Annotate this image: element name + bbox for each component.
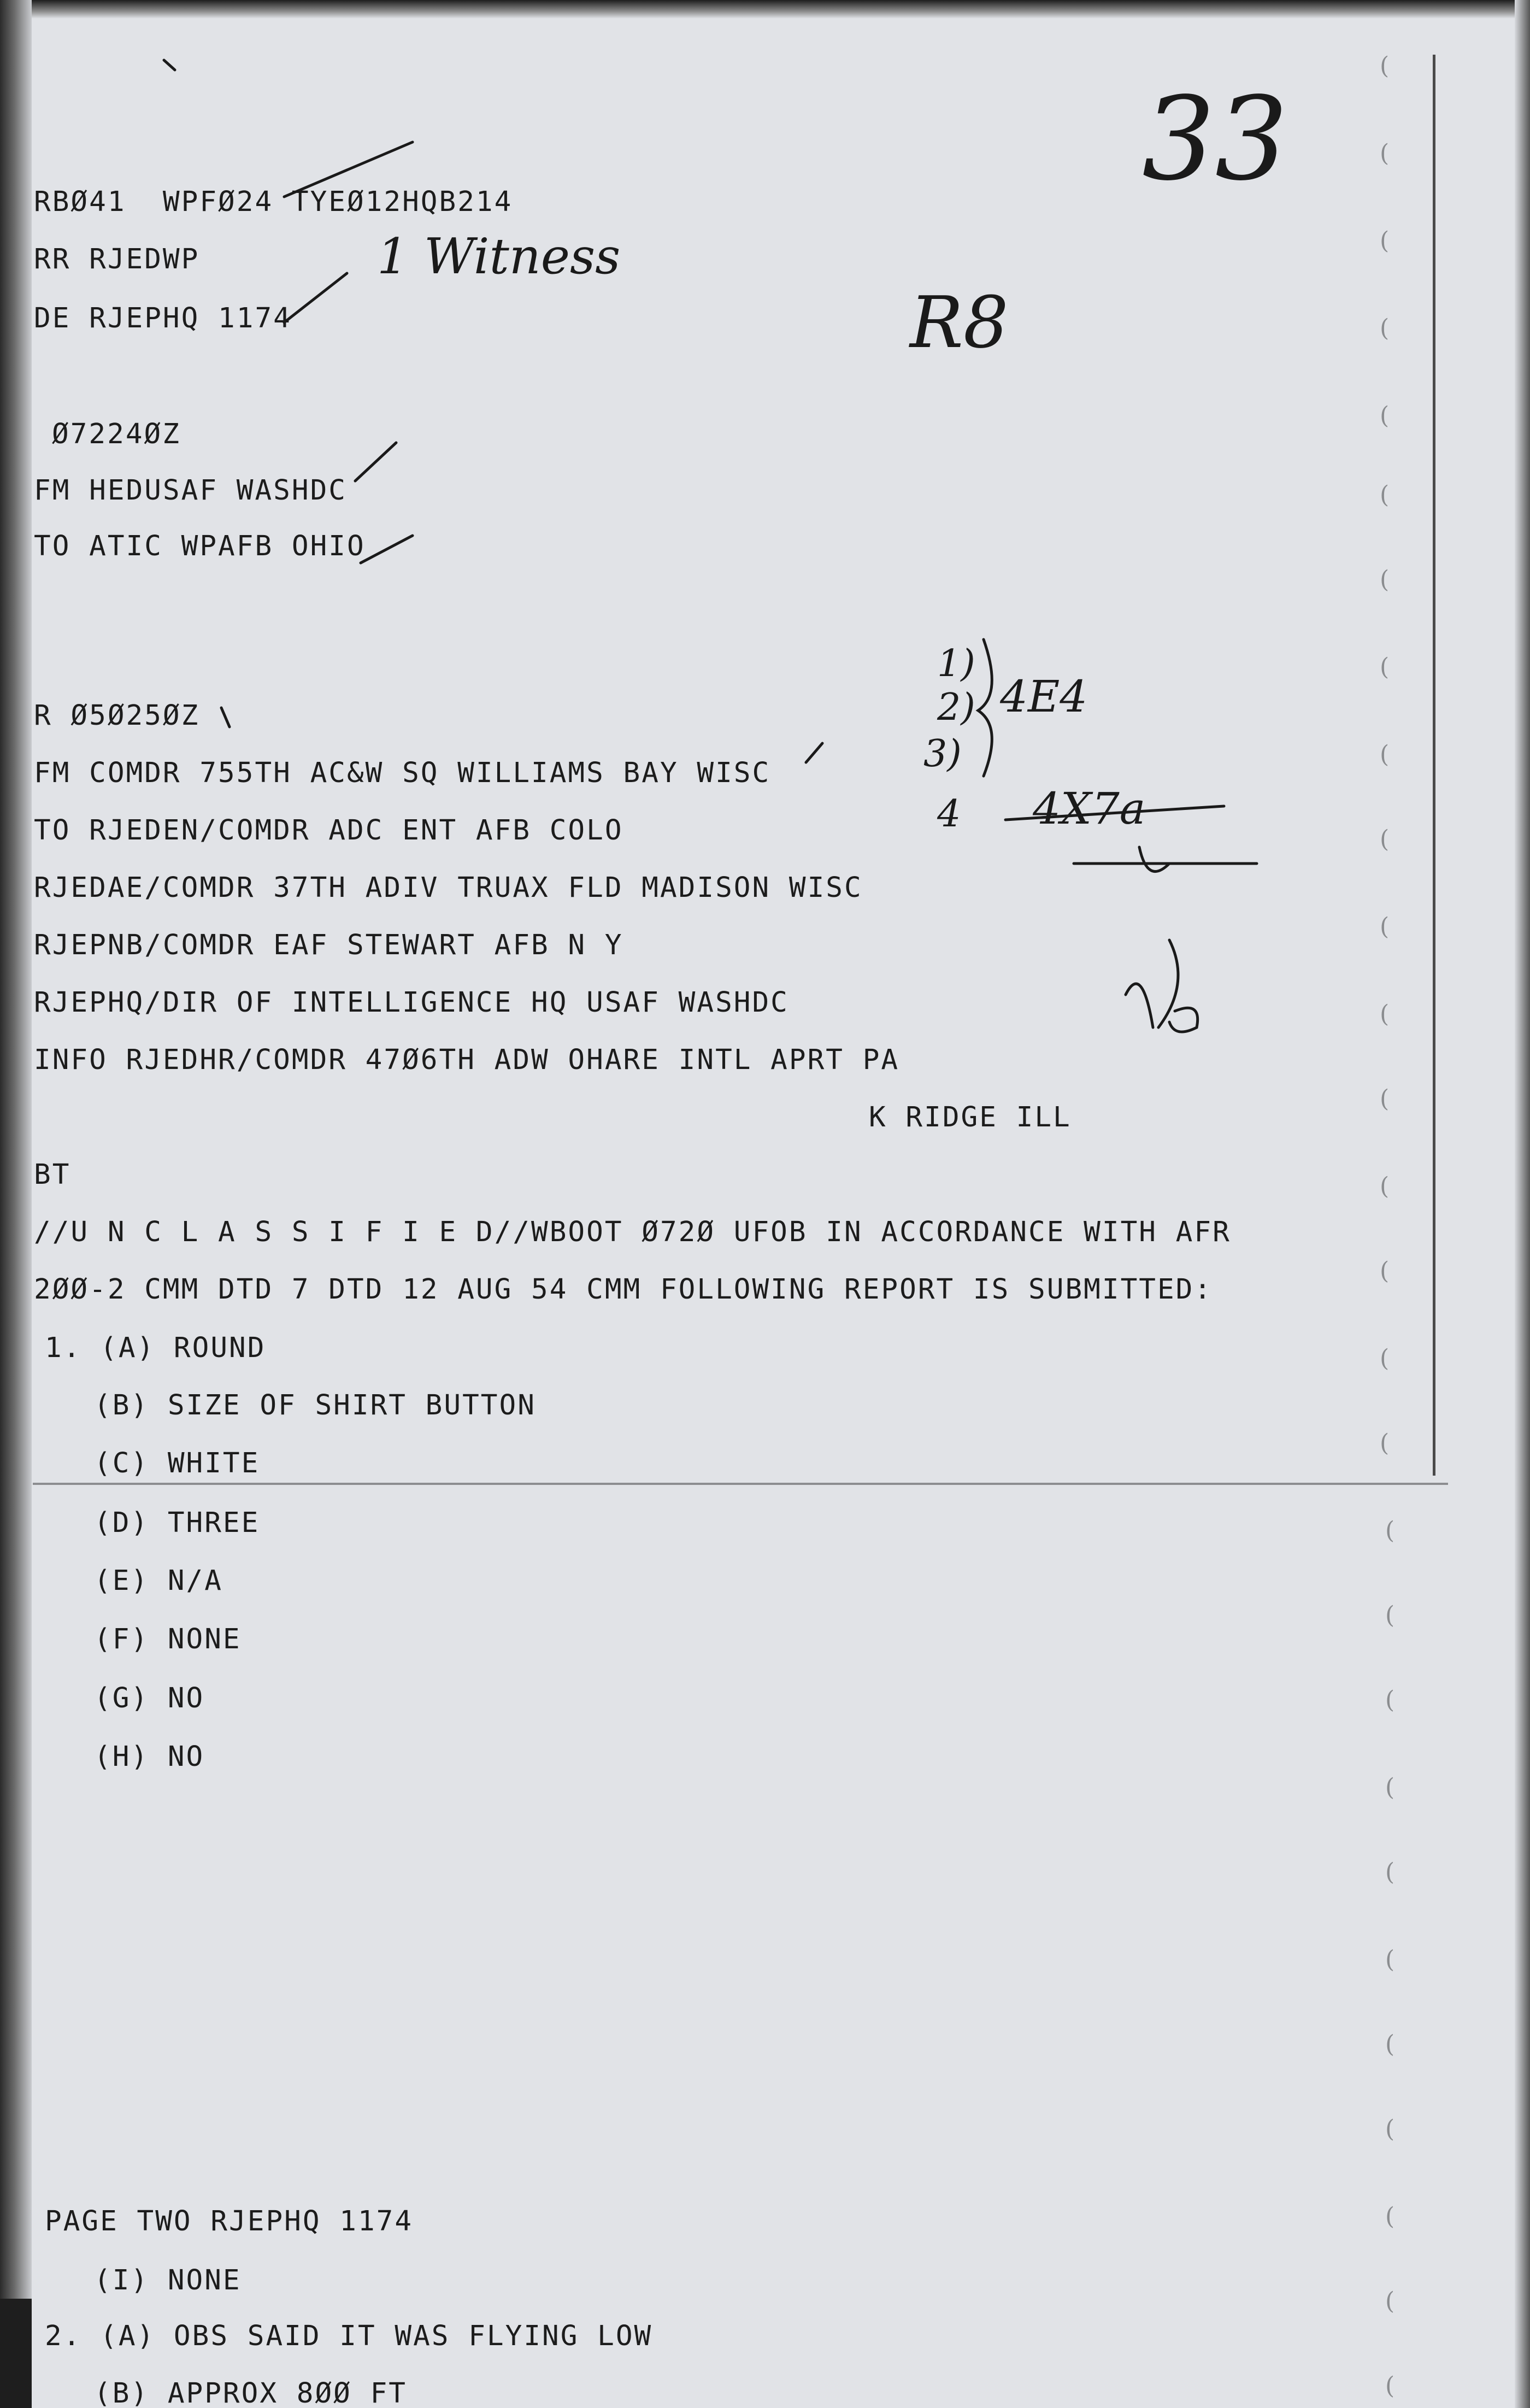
scribble-stroke [1139,847,1169,872]
report-item: (C) WHITE [94,1447,260,1479]
feed-hole-mark: ( [1380,402,1390,430]
checkmark-stroke [221,708,229,727]
checkmark-stroke [361,536,413,563]
feed-hole-mark: ( [1380,825,1390,853]
message-line: RJEPHQ/DIR OF INTELLIGENCE HQ USAF WASHDC [34,986,789,1019]
page-two-line: (B) APPROX 8ØØ FT [94,2377,407,2408]
checkmark-stroke [284,142,413,197]
feed-hole-mark: ( [1385,1858,1395,1886]
message-line: FM COMDR 755TH AC&W SQ WILLIAMS BAY WISC [34,757,771,789]
feed-hole-mark: ( [1385,1686,1395,1714]
routing-to: TO ATIC WPAFB OHIO [34,530,366,562]
handwritten-margin-item: 1) [937,642,975,685]
message-line: RJEPNB/COMDR EAF STEWART AFB N Y [34,929,623,961]
message-line: INFO RJEDHR/COMDR 47Ø6TH ADW OHARE INTL APRT PA [34,1044,900,1076]
date-time-group: Ø7224ØZ [52,418,181,450]
report-item: (D) THREE [94,1507,260,1539]
stray-mark [164,60,175,70]
handwritten-margin-item: 4 [937,792,961,836]
feed-hole-mark: ( [1380,139,1390,167]
report-item: 1. (A) ROUND [45,1332,266,1364]
routing-from: FM HEDUSAF WASHDC [34,474,347,507]
handwritten-code: 4X7a [1033,783,1146,834]
feed-hole-mark: ( [1385,2203,1395,2230]
feed-hole-mark: ( [1385,2372,1395,2400]
header-line: RBØ41 WPFØ24 TYEØ12HQB214 [34,186,513,218]
feed-hole-mark: ( [1385,2287,1395,2315]
message-line: TO RJEDEN/COMDR ADC ENT AFB COLO [34,814,623,847]
feed-hole-mark: ( [1380,481,1390,509]
handwritten-initials: R8 [910,281,1009,364]
page-two-line: 2. (A) OBS SAID IT WAS FLYING LOW [45,2320,653,2352]
feed-hole-mark: ( [1380,1257,1390,1285]
page-two-line: (I) NONE [94,2264,242,2297]
page-two-heading: PAGE TWO RJEPHQ 1174 [45,2205,414,2237]
handwritten-margin-item: 2) [937,686,975,729]
report-item: (F) NONE [94,1623,242,1655]
checkmark-stroke [806,743,822,762]
header-line: DE RJEPHQ 1174 [34,302,292,334]
dash-stroke [1005,806,1224,820]
header-line: RR RJEDWP [34,243,200,275]
report-item: (G) NO [94,1682,205,1714]
feed-hole-mark: ( [1380,1000,1390,1028]
feed-hole-mark: ( [1380,1429,1390,1457]
feed-hole-mark: ( [1385,2030,1395,2058]
message-line: RJEDAE/COMDR 37TH ADIV TRUAX FLD MADISON WISC [34,872,863,904]
feed-hole-mark: ( [1380,1085,1390,1113]
feed-hole-mark: ( [1380,566,1390,594]
message-line: 2ØØ-2 CMM DTD 7 DTD 12 AUG 54 CMM FOLLOWING REPORT IS SUBMITTED: [34,1273,1213,1306]
message-line: R Ø5Ø25ØZ [34,700,200,732]
feed-hole-mark: ( [1380,913,1390,941]
message-line: //U N C L A S S I F I E D//WBOOT Ø72Ø UFOB IN ACCORDANCE WITH AFR [34,1216,1231,1248]
report-item: (B) SIZE OF SHIRT BUTTON [94,1389,536,1422]
checkmark-stroke [284,273,347,322]
feed-hole-mark: ( [1385,1517,1395,1544]
handwritten-code: 4E4 [1000,671,1088,722]
brace-stroke [978,639,992,776]
feed-hole-mark: ( [1380,653,1390,681]
message-line: BT [34,1159,71,1191]
feed-hole-mark: ( [1380,1172,1390,1200]
scribble-stroke [1126,940,1198,1032]
report-item: (H) NO [94,1741,205,1773]
feed-hole-mark: ( [1380,227,1390,255]
feed-hole-mark: ( [1385,2115,1395,2143]
feed-hole-mark: ( [1385,1773,1395,1801]
feed-hole-mark: ( [1380,314,1390,342]
report-item: (E) N/A [94,1565,223,1597]
checkmark-stroke [355,443,396,481]
handwritten-witness-note: 1 Witness [377,228,621,285]
message-line: K RIDGE ILL [869,1101,1072,1133]
feed-hole-mark: ( [1380,52,1390,80]
handwritten-page-number: 33 [1142,72,1288,206]
feed-hole-mark: ( [1385,1601,1395,1629]
handwritten-margin-item: 3) [923,732,962,776]
feed-hole-mark: ( [1380,1344,1390,1372]
feed-hole-mark: ( [1380,741,1390,768]
feed-hole-mark: ( [1385,1946,1395,1974]
